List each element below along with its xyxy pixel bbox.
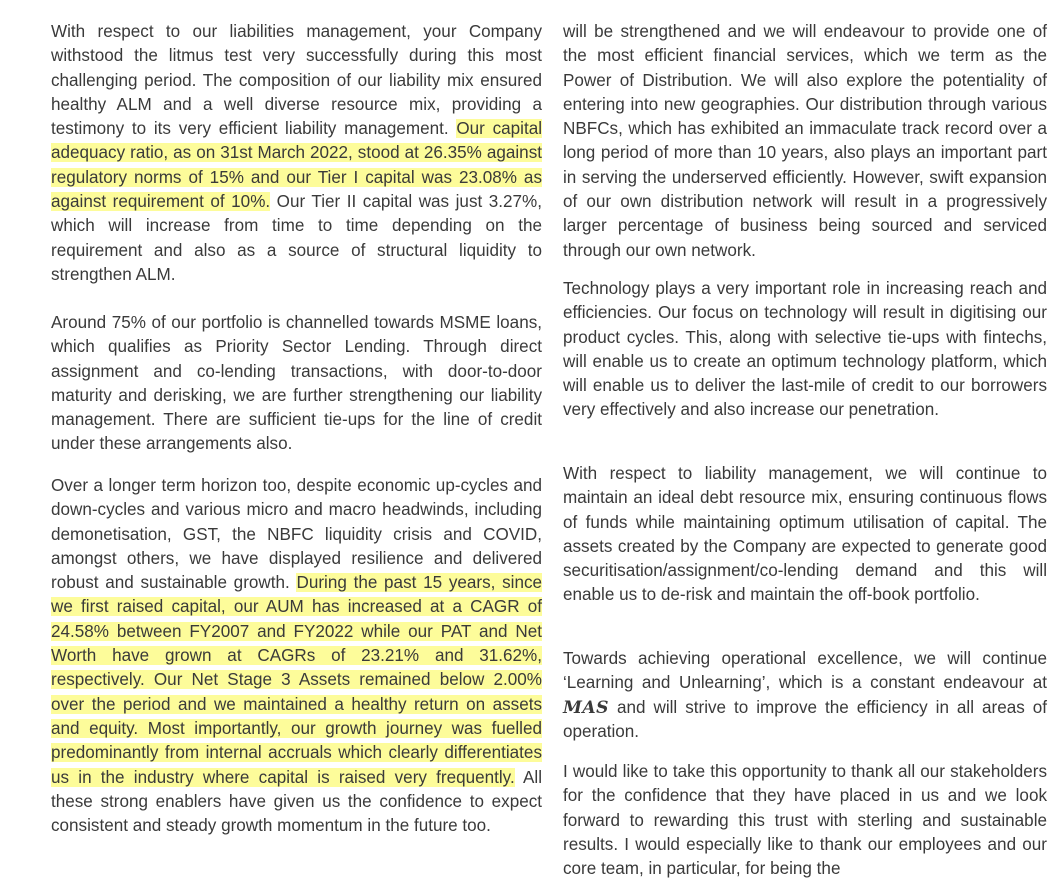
paragraph-liability-mix: With respect to liability management, we will continue to maintain an ideal debt resource mix, ensuring continuous flows of funds while maintaining optimum utilisation of capital. The assets created by the Company are expected to generate good securitisation/assignment/co-lending demand and this will enable us to de-risk and maintain the off-book portfolio. xyxy=(563,464,1047,605)
paragraph-msme-portfolio: Around 75% of our portfolio is channelled towards MSME loans, which qualifies as Priority Sector Lending. Through direct assignment and co-lending transactions, with door-to-door maturity and derisking, we are further strengthening our liability management. There are sufficient tie-ups for the line of credit under these arrangements also. xyxy=(51,313,542,454)
paragraph-text-after: Our Tier II capital was just 3.27%, which will increase from time to time depending on the requirement and also as a source of structural liquidity to strengthen ALM. xyxy=(51,192,542,284)
paragraph-thanks: I would like to take this opportunity to thank all our stakeholders for the confidence that they have placed in us and we look forward to rewarding this trust with sterling and sustainable results. I would especially like to thank our employees and our core team, in particular, for being the xyxy=(563,762,1047,879)
highlighted-aum-growth: During the past 15 years, since we first raised capital, our AUM has increased at a CAGR of 24.58% between FY2007 and FY2022 while our PAT and Net Worth have grown at CAGRs of 23.21% and 31.62%, respectively. Our Net Stage 3 Assets remained below 2.00% over the period and we maintained a healthy return on assets and equity. Most importantly, our growth journey was fuelled predominantly from internal accruals which clearly differentiates us in the industry where capital is raised very frequently. xyxy=(51,573,543,787)
paragraph-text-after: and will strive to improve the efficiency in all areas of operation. xyxy=(563,697,1047,741)
paragraph-technology: Technology plays a very important role in increasing reach and efficiencies. Our focus on technology will result in digitising our product cycles. This, along with selective tie-ups with fintechs, will enable us to create an optimum technology platform, which will enable us to deliver the last-mile of credit to our borrowers very effectively and also increase our penetration. xyxy=(563,279,1047,420)
paragraph-text: Over a longer term horizon too, despite economic up-cycles and down-cycles and various micro and macro headwinds, including demonetisation, GST, the NBFC liquidity crisis and COVID, amongst others, we have displayed resilience and delivered robust and sustainable growth. xyxy=(51,476,542,593)
paragraph-power-of-distribution: will be strengthened and we will endeavour to provide one of the most efficient financial services, which we term as the Power of Distribution. We will also explore the potentiality of entering into new geographies. Our distribution through various NBFCs, which has exhibited an immaculate track record over a long period of more than 10 years, also plays an important part in serving the underserved efficiently. However, swift expansion of our own distribution network will result in a progressively larger percentage of business being sourced and serviced through our own network. xyxy=(563,22,1047,260)
paragraph-text-after: All these strong enablers have given us the confidence to expect consistent and steady growth momentum in the future too. xyxy=(51,767,542,836)
paragraph-long-term-growth xyxy=(51,474,542,838)
mas-brand-mark: MAS xyxy=(563,697,610,718)
paragraph-text: With respect to our liabilities management, your Company withstood the litmus test very successfully during this most challenging period. The composition of our liability mix ensured healthy ALM and a well diverse resource mix, providing a testimony to its very efficient liability management. xyxy=(51,22,542,139)
highlighted-capital-adequacy: Our capital adequacy ratio, as on 31st March 2022, stood at 26.35% against regulatory norms of 15% and our Tier I capital was 23.08% as against requirement of 10%. xyxy=(51,119,542,212)
paragraph-operational-excellence xyxy=(563,647,1047,744)
paragraph-text: Towards achieving operational excellence, we will continue ‘Learning and Unlearning’, which is a constant endeavour at xyxy=(563,649,1047,693)
paragraph-liabilities-management xyxy=(51,20,542,287)
